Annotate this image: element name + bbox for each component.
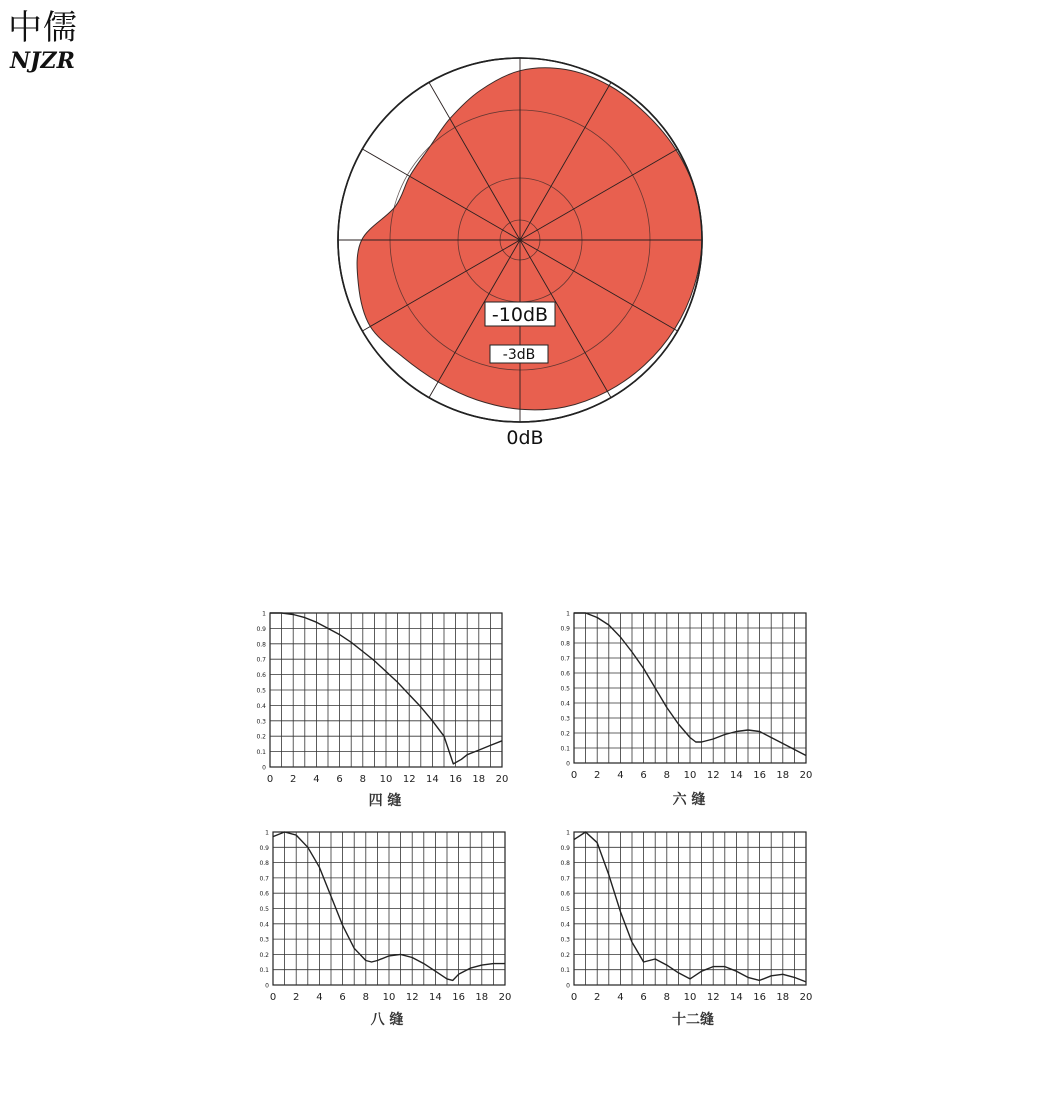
y-tick-label: 1 (566, 829, 570, 837)
y-tick-label: 0.6 (560, 670, 570, 678)
x-tick-label: 2 (594, 992, 601, 1003)
x-tick-label: 14 (429, 992, 442, 1003)
x-tick-label: 0 (266, 774, 274, 785)
y-tick-label: 0.4 (259, 921, 269, 929)
y-tick-label: 0.2 (560, 951, 570, 959)
x-tick-label: 0 (269, 992, 277, 1003)
y-tick-label: 0 (566, 982, 570, 990)
x-tick-label: 16 (452, 992, 465, 1003)
x-tick-label: 12 (706, 992, 720, 1003)
y-tick-label: 0.9 (256, 625, 266, 633)
y-tick-label: 0.7 (256, 656, 266, 664)
x-tick-label: 8 (362, 992, 369, 1003)
polar-ring-label-2: 0dB (506, 426, 544, 449)
x-tick-label: 6 (336, 774, 343, 785)
polar-pattern-chart (338, 58, 702, 449)
y-tick-label: 0.7 (560, 655, 570, 663)
x-tick-label: 18 (776, 770, 790, 781)
x-tick-label: 16 (753, 770, 766, 781)
y-tick-label: 0.8 (560, 640, 570, 648)
y-tick-label: 0.5 (256, 687, 266, 695)
y-tick-label: 0.6 (259, 890, 269, 898)
x-tick-label: 4 (316, 992, 323, 1003)
y-tick-label: 0.2 (256, 733, 266, 741)
x-tick-label: 8 (663, 992, 670, 1003)
x-tick-label: 20 (498, 992, 512, 1003)
x-tick-label: 2 (594, 770, 601, 781)
x-tick-label: 14 (426, 774, 439, 785)
x-tick-label: 10 (379, 774, 393, 785)
y-tick-label: 0 (265, 982, 269, 990)
y-tick-label: 0.1 (259, 967, 269, 975)
y-tick-label: 0.1 (560, 745, 570, 753)
x-tick-label: 12 (405, 992, 419, 1003)
x-tick-label: 20 (495, 774, 509, 785)
y-tick-label: 1 (566, 610, 570, 618)
y-tick-label: 0.9 (560, 844, 570, 852)
x-tick-label: 8 (663, 770, 670, 781)
x-tick-label: 18 (475, 992, 489, 1003)
x-tick-label: 0 (570, 992, 578, 1003)
y-tick-label: 0 (262, 764, 266, 772)
y-tick-label: 0.7 (560, 875, 570, 883)
y-tick-label: 1 (262, 610, 266, 618)
x-tick-label: 6 (640, 992, 647, 1003)
x-tick-label: 6 (640, 770, 647, 781)
y-tick-label: 0.2 (560, 730, 570, 738)
x-tick-label: 6 (339, 992, 346, 1003)
y-tick-label: 0.5 (560, 906, 570, 913)
y-tick-label: 0.6 (256, 672, 266, 680)
x-tick-label: 12 (402, 774, 416, 785)
y-tick-label: 0.1 (560, 967, 570, 975)
line-chart-four-slots (256, 611, 508, 810)
x-tick-label: 12 (706, 770, 720, 781)
line-chart-eight-slots (259, 830, 511, 1029)
y-tick-label: 0.3 (259, 936, 269, 944)
x-tick-label: 20 (799, 770, 813, 781)
polar-ring-label-0: -10dB (491, 303, 549, 326)
x-tick-label: 14 (730, 770, 743, 781)
y-tick-label: 0.5 (560, 685, 570, 693)
y-tick-label: 0.8 (560, 860, 570, 868)
y-tick-label: 0.3 (560, 715, 570, 723)
y-tick-label: 0.7 (259, 875, 269, 883)
y-tick-label: 0.4 (560, 700, 570, 708)
line-chart-six-slots (560, 611, 812, 809)
x-tick-label: 10 (683, 992, 697, 1003)
logo-chinese-text: 中儒 (8, 8, 78, 48)
y-tick-label: 0 (566, 760, 570, 768)
chart-caption: 六 缝 (672, 792, 706, 808)
y-tick-label: 0.1 (256, 749, 266, 757)
x-tick-label: 8 (359, 774, 366, 785)
polar-ring-label-1: -3dB (502, 347, 536, 364)
x-tick-label: 14 (730, 992, 743, 1003)
x-tick-label: 2 (290, 774, 297, 785)
x-tick-label: 2 (293, 992, 300, 1003)
x-tick-label: 4 (617, 770, 624, 781)
x-tick-label: 20 (799, 992, 813, 1003)
y-tick-label: 0.9 (259, 844, 269, 852)
x-tick-label: 4 (617, 992, 624, 1003)
y-tick-label: 0.8 (256, 641, 266, 649)
y-tick-label: 0.9 (560, 625, 570, 633)
y-tick-label: 0.5 (259, 906, 269, 913)
y-tick-label: 1 (265, 829, 269, 837)
y-tick-label: 0.4 (256, 702, 266, 710)
line-chart-twelve-slots (560, 830, 812, 1029)
x-tick-label: 16 (753, 992, 766, 1003)
chart-caption: 四 缝 (368, 793, 402, 809)
logo-latin-text: NJZR (10, 48, 75, 74)
chart-caption: 八 缝 (370, 1012, 404, 1028)
x-tick-label: 10 (683, 770, 697, 781)
y-tick-label: 0.8 (259, 860, 269, 868)
x-tick-label: 0 (570, 770, 578, 781)
y-tick-label: 0.2 (259, 951, 269, 959)
x-tick-label: 10 (382, 992, 396, 1003)
chart-caption: 十二缝 (672, 1012, 714, 1028)
x-tick-label: 18 (472, 774, 486, 785)
y-tick-label: 0.6 (560, 890, 570, 898)
x-tick-label: 4 (313, 774, 320, 785)
y-tick-label: 0.3 (256, 718, 266, 726)
x-tick-label: 18 (776, 992, 790, 1003)
x-tick-label: 16 (449, 774, 462, 785)
y-tick-label: 0.3 (560, 936, 570, 944)
y-tick-label: 0.4 (560, 921, 570, 929)
